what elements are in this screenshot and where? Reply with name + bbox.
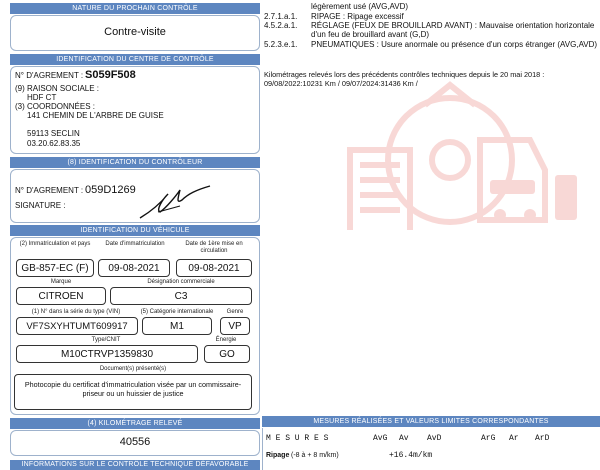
brand-label: Marque: [50, 279, 72, 285]
watermark-emblem: [330, 80, 580, 245]
coord-label: (3) COORDONNÉES :: [15, 102, 96, 111]
next-control-value: Contre-visite: [104, 26, 166, 38]
city-line: 59113 SECLIN: [27, 129, 80, 138]
vehicle-header: IDENTIFICATION DU VÉHICULE: [10, 225, 260, 236]
defect-item-1: 2.7.1.a.1. RIPAGE : Ripage excessif: [264, 12, 404, 21]
col-arg: ArG: [481, 434, 496, 443]
type-label: Type/CNIT: [91, 337, 121, 343]
vin-label: (1) N° dans la série du type (VIN): [31, 309, 121, 315]
genre-label: Genre: [226, 309, 244, 315]
docs-label: Document(s) présenté(s): [99, 366, 167, 372]
next-control-box: [10, 15, 260, 51]
next-control-header: NATURE DU PROCHAIN CONTRÔLE: [10, 3, 260, 14]
brand-value: CITROEN: [16, 287, 106, 305]
center-agrement-label: N° D'AGREMENT :: [15, 71, 84, 80]
raison-value: HDF CT: [27, 93, 57, 102]
genre-value: VP: [220, 317, 250, 335]
model-value: C3: [110, 287, 252, 305]
defect-item-2: 4.5.2.a.1. RÉGLAGE (FEUX DE BROUILLARD AVANT) : Mauvaise orientation horizontale d'un feu de brouillard avant (G,D): [264, 21, 595, 39]
defect-item-0: légèrement usé (AVG,AVD): [311, 2, 409, 11]
controller-signature: [136, 182, 216, 222]
model-label: Désignation commerciale: [147, 279, 215, 285]
energy-label: Énergie: [215, 337, 237, 343]
ripage-range: (-8 à + 8 m/km): [291, 452, 339, 459]
center-box: [10, 66, 260, 154]
center-agrement-value: S059F508: [85, 69, 136, 81]
col-ard: ArD: [535, 434, 550, 443]
mileage-value: 40556: [119, 436, 151, 448]
history-intro: Kilométrages relevés lors des précédents contrôles techniques depuis le 20 mai 2018 :: [264, 70, 545, 79]
first-circ-value: 09-08-2021: [176, 259, 252, 277]
measures-header: MESURES RÉALISÉES ET VALEURS LIMITES CORRESPONDANTES: [262, 416, 600, 427]
first-circ-label: Date de 1ère mise en circulation: [185, 241, 243, 254]
immat-value: GB-857-EC (F): [16, 259, 94, 277]
measures-title: M E S U R E S: [266, 434, 329, 443]
controller-agrement-label: N° D'AGREMENT :: [15, 186, 84, 195]
col-avd: AvD: [427, 434, 442, 443]
defect-item-3: 5.2.3.e.1. PNEUMATIQUES : Usure anormale ou présence d'un corps étranger (AVG,AVD): [264, 40, 598, 49]
ripage-label: Ripage: [266, 452, 290, 459]
raison-label: (9) RAISON SOCIALE :: [15, 84, 100, 93]
vin-value: VF7SXYHTUMT609917: [16, 317, 138, 335]
measures-box: [262, 428, 600, 470]
address-line: 141 CHEMIN DE L'ARBRE DE GUISE: [27, 111, 164, 120]
category-label: (5) Catégorie internationale: [140, 309, 214, 315]
controller-agrement-value: 059D1269: [85, 184, 136, 196]
controller-header: (8) IDENTIFICATION DU CONTRÔLEUR: [10, 157, 260, 168]
category-value: M1: [142, 317, 212, 335]
col-ar: Ar: [509, 434, 519, 443]
first-immat-value: 09-08-2021: [98, 259, 170, 277]
mileage-header: (4) KILOMÉTRAGE RELEVÉ: [10, 418, 260, 429]
type-value: M10CTRVP1359830: [16, 345, 198, 363]
docs-value: Photocopie du certificat d'immatriculation visée par un commissaire-priseur ou un huissier de justice: [14, 374, 252, 410]
first-immat-label: Date d'immatriculation: [105, 241, 165, 247]
unfavorable-header: INFORMATIONS SUR LE CONTRÔLE TECHNIQUE DÉFAVORABLE: [10, 460, 260, 470]
history-values: 09/08/2022:10231 Km / 09/07/2024:31436 Km /: [264, 79, 418, 88]
phone: 03.20.62.83.35: [27, 139, 81, 148]
ripage-value: +16.4m/km: [389, 451, 433, 460]
col-avg: AvG: [373, 434, 388, 443]
controller-box: [10, 169, 260, 223]
center-header: IDENTIFICATION DU CENTRE DE CONTRÔLE: [10, 54, 260, 65]
immat-label: (2) Immatriculation et pays: [19, 241, 91, 247]
energy-value: GO: [204, 345, 250, 363]
signature-label: SIGNATURE :: [15, 201, 66, 210]
mileage-box: [10, 430, 260, 456]
col-av: Av: [399, 434, 409, 443]
